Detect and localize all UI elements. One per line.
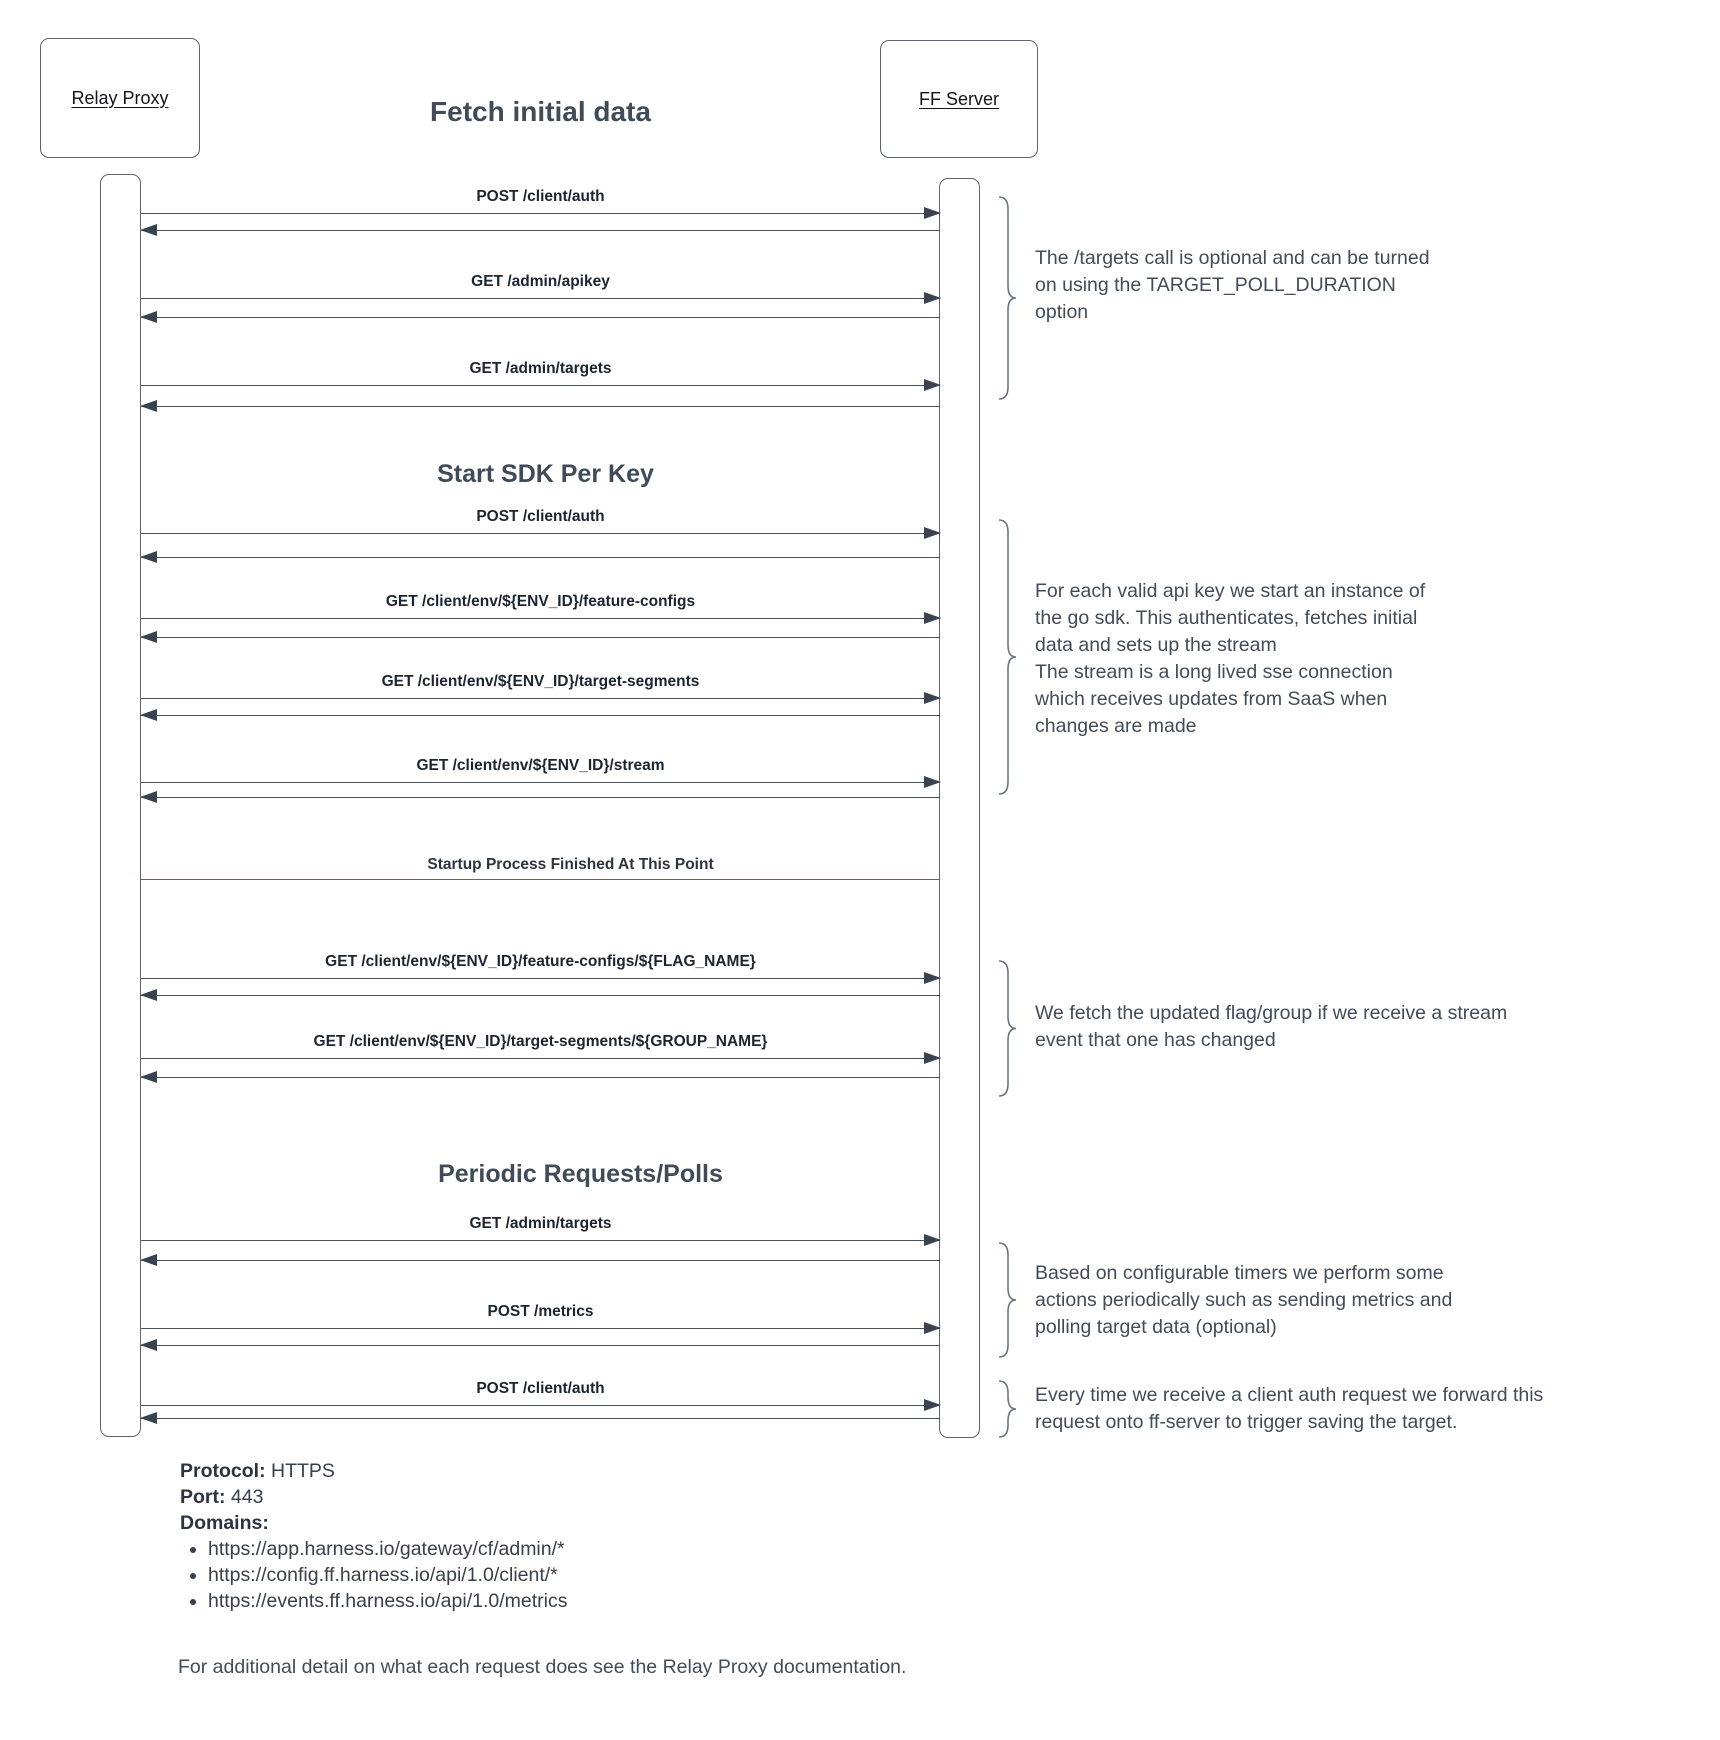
- curly-brace: [998, 1380, 1018, 1438]
- domain-list-item: • https://app.harness.io/gateway/cf/admin/*: [208, 1536, 567, 1562]
- arrowhead-left-icon: [140, 1339, 157, 1351]
- response-arrow: [141, 797, 940, 798]
- actor-label-relay-proxy: Relay Proxy: [71, 87, 169, 108]
- actor-label-ff-server: FF Server: [918, 88, 999, 109]
- arrowhead-right-icon: [924, 1322, 941, 1334]
- response-arrow: [141, 637, 940, 638]
- port-line: [180, 1484, 567, 1510]
- annotation-line: changes are made: [1035, 715, 1197, 737]
- message-label: POST /metrics: [487, 1303, 594, 1320]
- request-arrow: [141, 978, 940, 979]
- section-title-start-sdk-per-key: Start SDK Per Key: [437, 460, 654, 488]
- annotation-line: Based on configurable timers we perform some: [1035, 1262, 1444, 1284]
- arrowhead-left-icon: [140, 311, 157, 323]
- annotation-line: request onto ff-server to trigger saving the target.: [1035, 1411, 1458, 1433]
- request-arrow: [141, 1240, 940, 1241]
- protocol-value: HTTPS: [271, 1460, 335, 1482]
- message-label: GET /admin/apikey: [471, 273, 610, 290]
- annotation-note: [1035, 1260, 1685, 1341]
- request-arrow: [141, 618, 940, 619]
- arrowhead-right-icon: [924, 1234, 941, 1246]
- request-arrow: [141, 385, 940, 386]
- arrowhead-left-icon: [140, 400, 157, 412]
- arrowhead-right-icon: [924, 527, 941, 539]
- message-label: GET /client/env/${ENV_ID}/target-segments: [381, 673, 700, 690]
- response-arrow: [141, 1260, 940, 1261]
- arrowhead-left-icon: [140, 631, 157, 643]
- response-arrow: [141, 557, 940, 558]
- message-label: POST /client/auth: [476, 508, 605, 525]
- request-arrow: [141, 533, 940, 534]
- arrowhead-left-icon: [140, 791, 157, 803]
- annotation-note: [1035, 1000, 1685, 1054]
- port-value: 443: [230, 1486, 264, 1508]
- lifeline-ff-server: [939, 178, 980, 1438]
- annotation-line: For each valid api key we start an instance of: [1035, 580, 1426, 602]
- curly-brace: [998, 519, 1018, 795]
- response-arrow: [141, 406, 940, 407]
- section-title-periodic-requests-polls: Periodic Requests/Polls: [438, 1160, 723, 1188]
- arrowhead-right-icon: [924, 292, 941, 304]
- arrowhead-left-icon: [140, 709, 157, 721]
- arrowhead-right-icon: [924, 379, 941, 391]
- arrowhead-right-icon: [924, 612, 941, 624]
- arrowhead-right-icon: [924, 692, 941, 704]
- request-arrow: [141, 782, 940, 783]
- port-label: Port:: [180, 1486, 226, 1508]
- request-arrow: [141, 1328, 940, 1329]
- domains-list: [180, 1536, 567, 1614]
- response-arrow: [141, 1345, 940, 1346]
- annotation-note: [1035, 578, 1685, 740]
- annotation-line: The /targets call is optional and can be turned: [1035, 247, 1430, 269]
- startup-divider-label: Startup Process Finished At This Point: [427, 856, 714, 873]
- message-label: GET /client/env/${ENV_ID}/feature-configs/${FLAG_NAME}: [325, 953, 756, 970]
- arrowhead-left-icon: [140, 1412, 157, 1424]
- message-label: GET /admin/targets: [469, 1215, 612, 1232]
- response-arrow: [141, 230, 940, 231]
- curly-brace: [998, 1242, 1018, 1358]
- annotation-line: Every time we receive a client auth request we forward this: [1035, 1384, 1544, 1406]
- arrowhead-left-icon: [140, 1254, 157, 1266]
- domain-list-item: • https://config.ff.harness.io/api/1.0/client/*: [208, 1562, 567, 1588]
- domain-list-item: • https://events.ff.harness.io/api/1.0/metrics: [208, 1588, 567, 1614]
- arrowhead-left-icon: [140, 551, 157, 563]
- annotation-line: The stream is a long lived sse connection: [1035, 661, 1393, 683]
- annotation-line: which receives updates from SaaS when: [1035, 688, 1388, 710]
- arrowhead-right-icon: [924, 972, 941, 984]
- annotation-line: on using the TARGET_POLL_DURATION: [1035, 274, 1396, 296]
- protocol-label: Protocol:: [180, 1460, 266, 1482]
- message-label: POST /client/auth: [476, 1380, 605, 1397]
- protocol-line: [180, 1458, 567, 1484]
- response-arrow: [141, 1418, 940, 1419]
- arrowhead-right-icon: [924, 1052, 941, 1064]
- response-arrow: [141, 1077, 940, 1078]
- domains-line: [180, 1510, 567, 1536]
- message-label: POST /client/auth: [476, 188, 605, 205]
- response-arrow: [141, 715, 940, 716]
- annotation-line: event that one has changed: [1035, 1029, 1276, 1051]
- lifeline-relay-proxy: [100, 174, 141, 1437]
- annotation-line: the go sdk. This authenticates, fetches initial: [1035, 607, 1418, 629]
- request-arrow: [141, 698, 940, 699]
- annotation-line: data and sets up the stream: [1035, 634, 1277, 656]
- annotation-line: actions periodically such as sending metrics and: [1035, 1289, 1453, 1311]
- annotation-note: [1035, 245, 1685, 326]
- footer-note: For additional detail on what each request does see the Relay Proxy documentation.: [178, 1656, 907, 1678]
- section-title-fetch-initial-data: Fetch initial data: [430, 96, 651, 127]
- connection-info-block: [180, 1458, 567, 1614]
- request-arrow: [141, 1058, 940, 1059]
- message-label: GET /client/env/${ENV_ID}/stream: [416, 757, 665, 774]
- curly-brace: [998, 196, 1018, 400]
- annotation-line: option: [1035, 301, 1089, 323]
- message-label: GET /admin/targets: [469, 360, 612, 377]
- request-arrow: [141, 213, 940, 214]
- arrowhead-right-icon: [924, 1399, 941, 1411]
- domains-label: Domains:: [180, 1512, 269, 1534]
- arrowhead-right-icon: [924, 207, 941, 219]
- arrowhead-left-icon: [140, 224, 157, 236]
- annotation-line: polling target data (optional): [1035, 1316, 1277, 1338]
- annotation-note: [1035, 1382, 1685, 1436]
- startup-divider-line: [141, 879, 940, 880]
- request-arrow: [141, 1405, 940, 1406]
- response-arrow: [141, 995, 940, 996]
- annotation-line: We fetch the updated flag/group if we receive a stream: [1035, 1002, 1508, 1024]
- arrowhead-right-icon: [924, 776, 941, 788]
- arrowhead-left-icon: [140, 1071, 157, 1083]
- message-label: GET /client/env/${ENV_ID}/target-segments/${GROUP_NAME}: [313, 1033, 768, 1050]
- curly-brace: [998, 960, 1018, 1097]
- request-arrow: [141, 298, 940, 299]
- arrowhead-left-icon: [140, 989, 157, 1001]
- response-arrow: [141, 317, 940, 318]
- message-label: GET /client/env/${ENV_ID}/feature-configs: [385, 593, 696, 610]
